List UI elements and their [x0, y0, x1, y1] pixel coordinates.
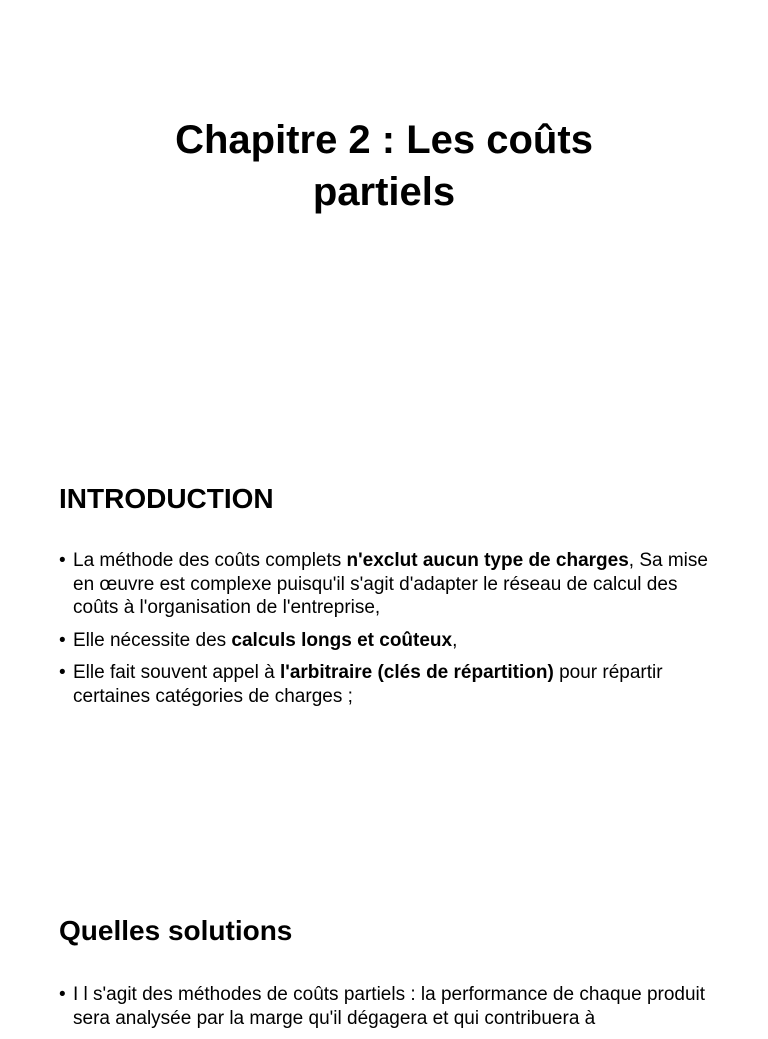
chapter-title-line-1: Chapitre 2 : Les coûts: [175, 118, 593, 162]
bullet-emphasis: n'exclut aucun type de charges: [346, 550, 629, 571]
list-item: [59, 549, 719, 620]
bullet-emphasis: calculs longs et coûteux: [231, 629, 453, 651]
solutions-heading: Quelles solutions: [59, 915, 293, 946]
bullet-text: Elle nécessite des: [73, 629, 232, 651]
solutions-bullet-list: [59, 983, 719, 1030]
bullet-emphasis: l'arbitraire (clés de répartition): [280, 662, 554, 683]
list-item: [59, 629, 719, 653]
bullet-text: I l s'agit des méthodes de coûts partiels : la performance de chaque produit sera analysée par la marge qu'il dégagera et qui contribuera à: [73, 984, 706, 1029]
chapter-title: [0, 114, 768, 218]
bullet-text: pour répartir certaines catégories de charges ;: [73, 662, 663, 707]
title-slide: [0, 0, 768, 400]
list-item: [59, 661, 719, 708]
bullet-text: La méthode des coûts complets: [73, 550, 347, 571]
list-item: [59, 983, 719, 1030]
chapter-title-line-2: partiels: [312, 170, 456, 214]
solutions-section: [59, 913, 719, 1039]
bullet-text: , Sa mise en œuvre est complexe puisqu'il s'agit d'adapter le réseau de calcul des coûts à l'organisation de l'entreprise,: [73, 550, 708, 618]
introduction-heading: INTRODUCTION: [59, 483, 274, 514]
bullet-text: Elle fait souvent appel à: [73, 662, 281, 683]
introduction-bullet-list: [59, 549, 719, 708]
bullet-text: ,: [452, 629, 458, 651]
introduction-section: [59, 481, 719, 717]
